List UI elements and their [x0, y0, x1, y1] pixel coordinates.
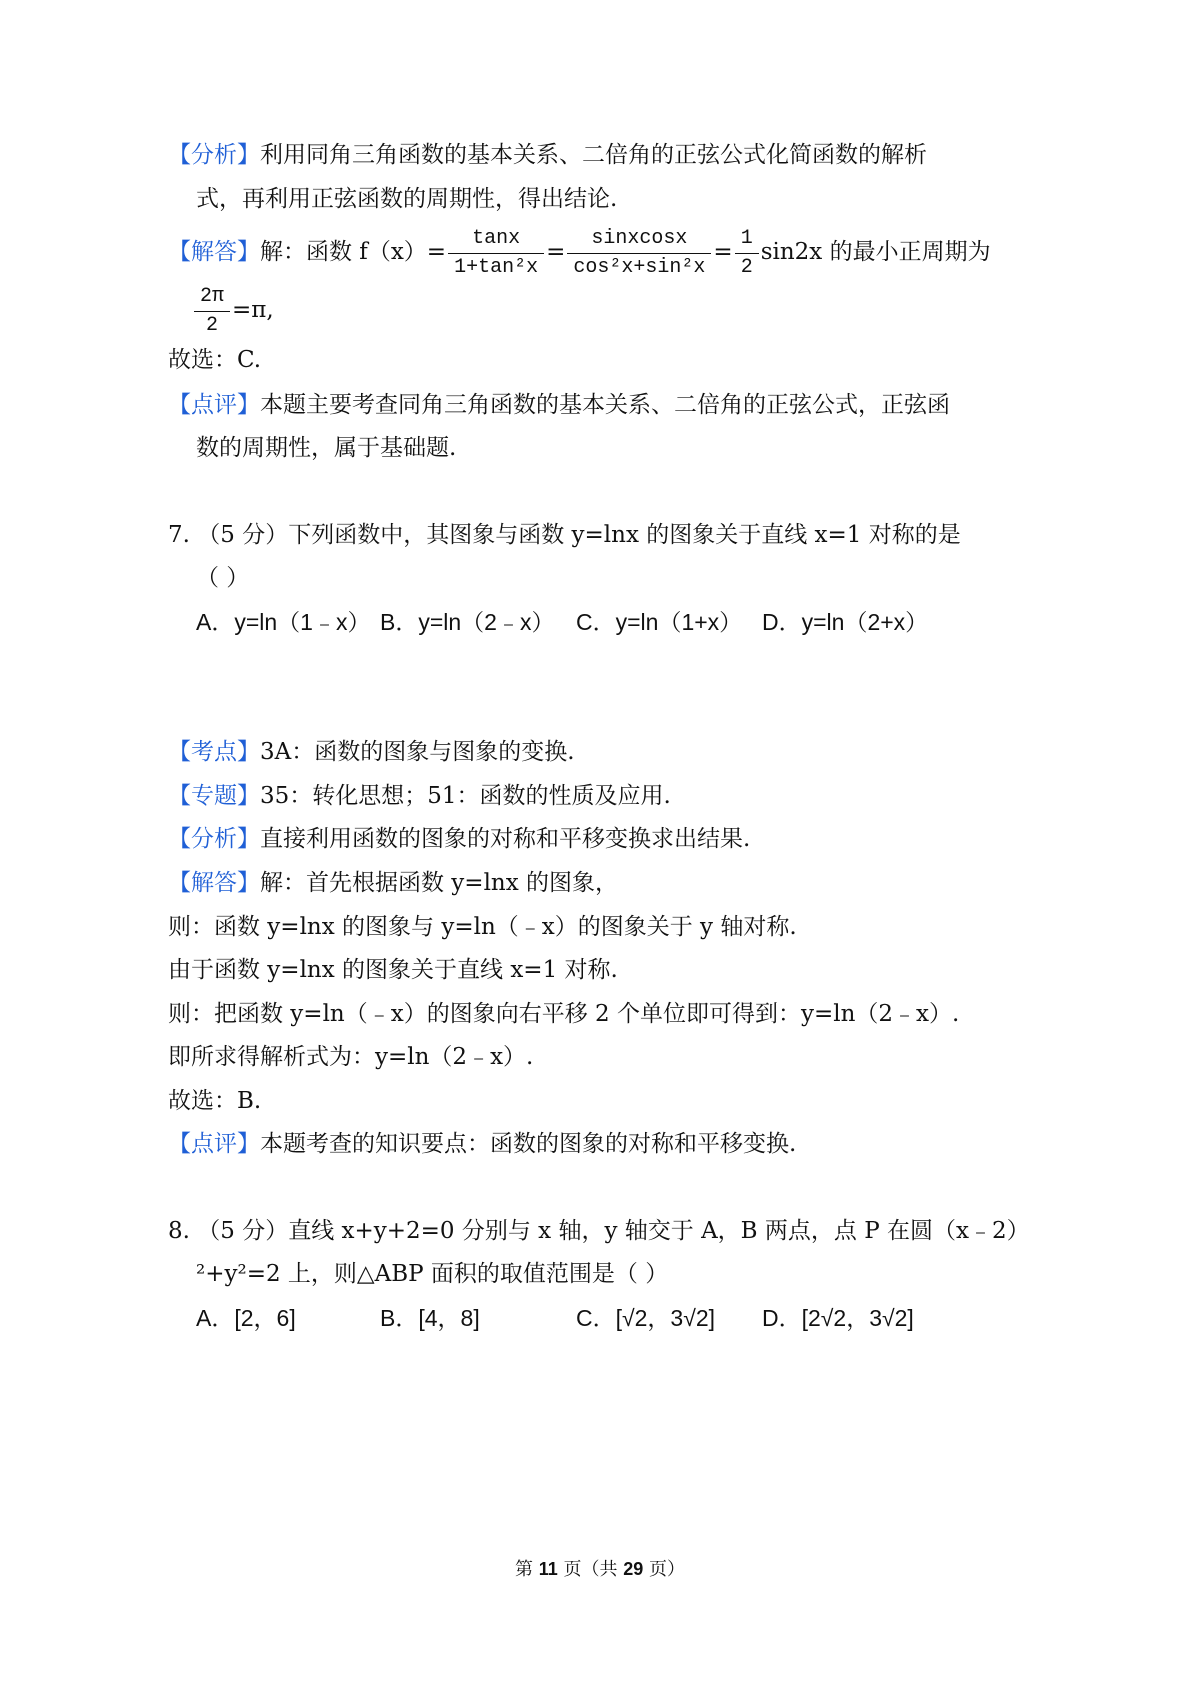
solution7-line-3: 则：把函数 y=ln（﹣x）的图象向右平移 2 个单位即可得到：y=ln（2﹣x）.: [168, 1001, 960, 1027]
fraction-2pi-over-2: [194, 285, 230, 338]
footer-pre: 第: [515, 1559, 539, 1580]
jieda-tag: 【解答】: [168, 870, 260, 896]
question8-option-b: B．[4，8]: [380, 1305, 480, 1331]
dianping-text: 本题考查的知识要点：函数的图象的对称和平移变换.: [260, 1131, 797, 1157]
fraction-tanx-numerator: tanx: [448, 227, 544, 254]
period-result: =π,: [232, 297, 274, 323]
fraction-2pi-denominator: 2: [206, 313, 219, 337]
analysis-tag: 【分析】: [168, 142, 260, 168]
dianping-tag: 【点评】: [168, 1131, 260, 1157]
zhuanti-line: [168, 781, 671, 811]
zhuanti-tag: 【专题】: [168, 783, 260, 809]
fenxi-text: 直接利用函数的图象的对称和平移变换求出结果.: [260, 826, 751, 852]
question7-stem: 7. （5 分）下列函数中，其图象与函数 y=lnx 的图象关于直线 x=1 对称的是: [168, 522, 961, 548]
analysis-text-1: 利用同角三角函数的基本关系、二倍角的正弦公式化简函数的解析: [260, 142, 927, 168]
zhuanti-text: 35：转化思想；51：函数的性质及应用.: [260, 783, 671, 809]
question7-answer-paren: （ ）: [196, 565, 250, 591]
fenxi-line: [168, 824, 750, 854]
question8-option-c: C．[√2，3√2]: [576, 1305, 716, 1331]
footer-total-pages: 29: [623, 1559, 644, 1579]
footer-post: 页）: [643, 1559, 685, 1580]
footer-page-number: 11: [538, 1559, 558, 1579]
page-footer: [0, 1555, 1200, 1581]
question7-option-c: C．y=ln（1+x）: [576, 609, 743, 635]
answer6-choice: 故选：C.: [168, 347, 262, 373]
question8-option-a: A．[2，6]: [196, 1305, 296, 1331]
fraction-2pi-numerator: 2π: [194, 285, 230, 312]
kaodian-tag: 【考点】: [168, 739, 260, 765]
fraction-half-numerator: 1: [735, 227, 759, 254]
solution7-line-2: 由于函数 y=lnx 的图象关于直线 x=1 对称.: [168, 957, 618, 983]
jieda-text: 解：首先根据函数 y=lnx 的图象，: [260, 870, 619, 896]
answer-suffix: sin2x 的最小正周期为: [760, 239, 991, 265]
fraction-half: [735, 227, 759, 280]
fraction-sinxcosx-numerator: sinxcosx: [567, 227, 711, 254]
answer-tag: 【解答】: [168, 239, 260, 265]
footer-mid: 页（共: [557, 1559, 624, 1580]
solution7-choice: 故选：B.: [168, 1088, 262, 1114]
analysis-line-2: 式，再利用正弦函数的周期性，得出结论.: [196, 186, 618, 212]
solution7-line-4: 即所求得解析式为：y=ln（2﹣x）.: [168, 1044, 534, 1070]
fraction-tanx: [448, 227, 544, 280]
kaodian-text: 3A：函数的图象与图象的变换.: [260, 739, 575, 765]
fraction-half-denominator: 2: [740, 255, 753, 279]
fraction-sinxcosx-denominator: cos²x+sin²x: [573, 255, 706, 279]
question8-stem-2: ²+y²=2 上，则△ABP 面积的取值范围是（ ）: [196, 1261, 669, 1287]
question7-option-d: D．y=ln（2+x）: [762, 609, 929, 635]
comment-line-1: [168, 390, 950, 420]
fraction-tanx-denominator: 1+tan²x: [454, 255, 539, 279]
fraction-sinxcosx: [567, 227, 711, 280]
dianping-line: [168, 1129, 796, 1159]
solution7-line-1: 则：函数 y=lnx 的图象与 y=ln（﹣x）的图象关于 y 轴对称.: [168, 914, 797, 940]
question8-option-d: D．[2√2，3√2]: [762, 1305, 914, 1331]
jieda-line: [168, 868, 618, 898]
kaodian-line: [168, 737, 575, 767]
fenxi-tag: 【分析】: [168, 826, 260, 852]
question7-option-a: A．y=ln（1﹣x）: [196, 609, 371, 635]
comment-tag: 【点评】: [168, 392, 260, 418]
analysis-line-1: [168, 140, 927, 170]
equals-sign-1: =: [546, 239, 566, 265]
equals-sign-2: =: [713, 239, 733, 265]
comment-text-1: 本题主要考查同角三角函数的基本关系、二倍角的正弦公式，正弦函: [260, 392, 950, 418]
answer-prefix: 解：函数 f（x）=: [260, 239, 447, 265]
question8-stem-1: 8. （5 分）直线 x+y+2=0 分别与 x 轴，y 轴交于 A，B 两点，点 P 在圆（x﹣2）: [168, 1218, 1030, 1244]
question7-option-b: B．y=ln（2﹣x）: [380, 609, 555, 635]
period-result-line: [192, 282, 274, 338]
answer-formula-line: [168, 224, 991, 280]
comment-line-2: 数的周期性，属于基础题.: [196, 435, 457, 461]
